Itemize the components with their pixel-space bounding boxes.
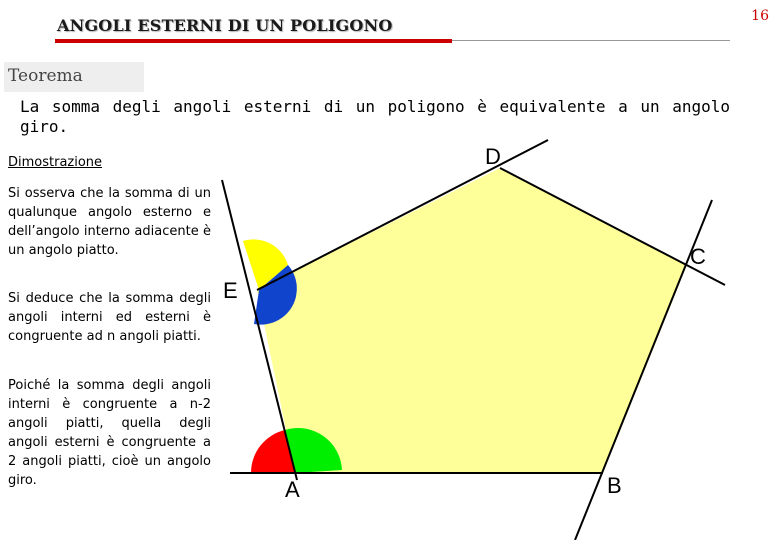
- proof-paragraph-conclusion: Poiché la somma degli angoli interni è congruente a n-2 angoli piatti, quella degli angoli esterni è congruente a 2 angoli piatti, cioè un angolo giro.: [8, 378, 211, 488]
- page-number: 16: [751, 8, 769, 24]
- proof-paragraph-supplementary: Si osserva che la somma di un qualunque angolo esterno e dell’angolo interno adiacente è un angolo piatto.: [8, 186, 211, 258]
- theorem-label: Teorema: [4, 62, 144, 92]
- proof-heading: Dimostrazione: [8, 155, 103, 170]
- theorem-statement: La somma degli angoli esterni di un poligono è equivalente a un angolo giro.: [20, 97, 730, 136]
- vertex-label-b: B: [607, 473, 622, 498]
- vertex-label-a: A: [285, 477, 300, 502]
- vertex-label-e: E: [223, 278, 238, 303]
- vertex-label-c: C: [690, 244, 706, 269]
- vertex-label-d: D: [485, 144, 501, 169]
- proof-paragraph-sum-total: Si deduce che la somma degli angoli interni ed esterni è congruente ad n angoli piatti.: [8, 291, 211, 344]
- page-title: ANGOLI ESTERNI DI UN POLIGONO: [57, 16, 393, 35]
- pentagon-shape: [257, 168, 687, 473]
